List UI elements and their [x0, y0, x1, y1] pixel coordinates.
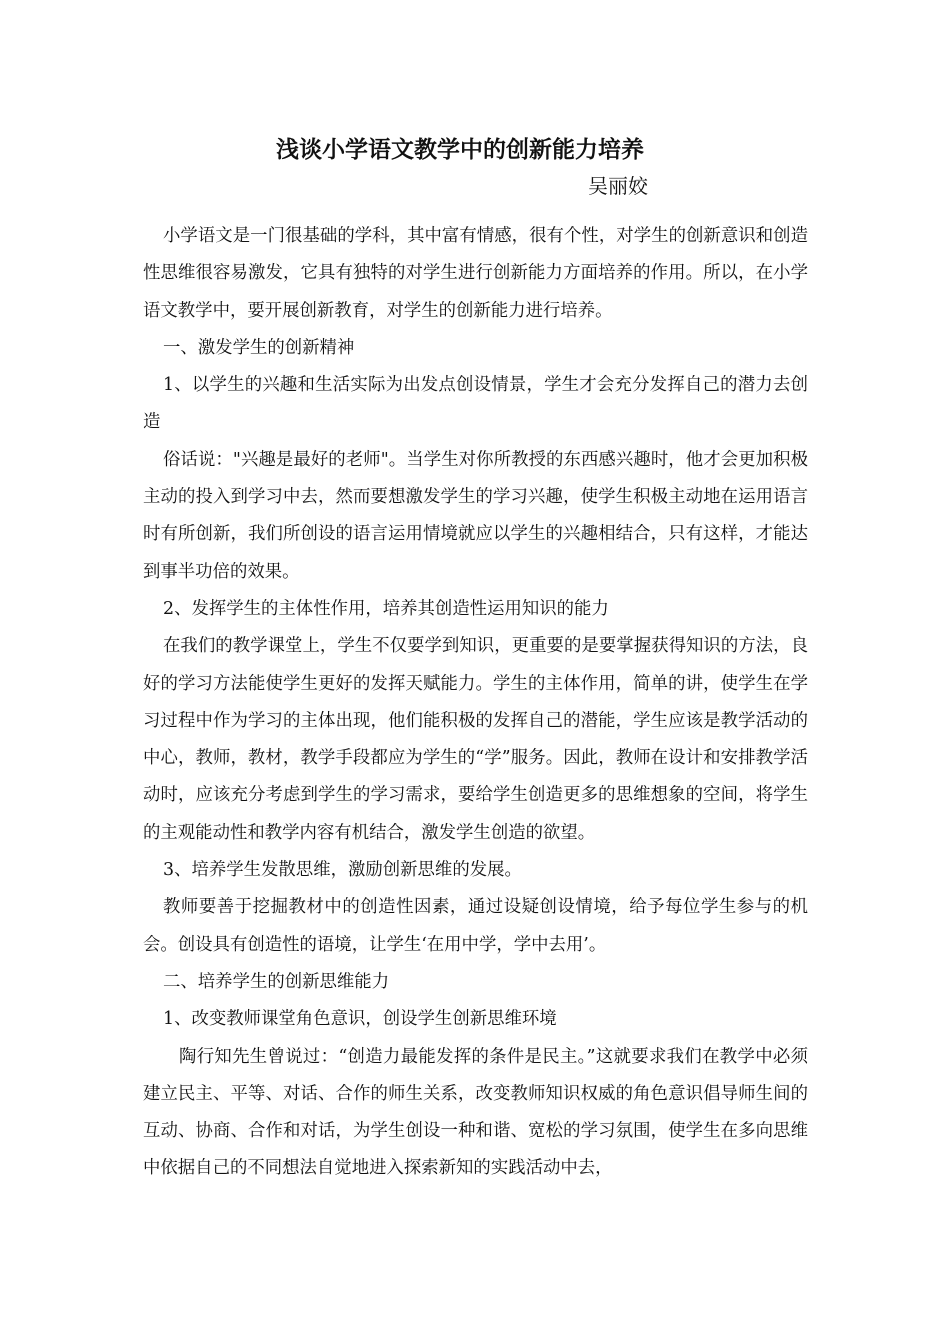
document-title: 浅谈小学语文教学中的创新能力培养: [276, 136, 644, 163]
section-heading-2: 二、培养学生的创新思维能力: [163, 971, 390, 992]
subheading-2-1: 1、改变教师课堂角色意识，创设学生创新思维环境: [163, 1009, 557, 1030]
paragraph-democracy: 陶行知先生曾说过：“创造力最能发挥的条件是民主。”这就要求我们在教学中必须建立民主、平等、对话、合作的师生关系，改变教师知识权威的角色意识倡导师生间的互动、协商、合作和对话，为学生创设一种和谐、宽松的学习氛围，使学生在多向思维中依据自己的不同想法自觉地进入探索新知的实践活动中去，: [143, 1046, 808, 1179]
document-body: [143, 218, 808, 1188]
subheading-1-2: 2、发挥学生的主体性作用，培养其创造性运用知识的能力: [163, 598, 609, 619]
document-author: 吴丽姣: [588, 174, 648, 198]
paragraph-divergent: 教师要善于挖掘教材中的创造性因素，通过设疑创设情境，给予每位学生参与的机会。创设具有创造性的语境，让学生‘在用中学，学中去用’。: [143, 897, 808, 955]
paragraph-intro: 小学语文是一门很基础的学科，其中富有情感，很有个性，对学生的创新意识和创造性思维很容易激发，它具有独特的对学生进行创新能力方面培养的作用。所以，在小学语文教学中，要开展创新教育，对学生的创新能力进行培养。: [143, 226, 808, 321]
subheading-1-1: 1、以学生的兴趣和生活实际为出发点创设情景，学生才会充分发挥自己的潜力去创造: [143, 375, 808, 433]
section-heading-1: 一、激发学生的创新精神: [163, 337, 355, 358]
paragraph-interest: 俗话说："兴趣是最好的老师"。当学生对你所教授的东西感兴趣时，他才会更加积极主动的投入到学习中去，然而要想激发学生的学习兴趣，使学生积极主动地在运用语言时有所创新，我们所创设的语言运用情境就应以学生的兴趣相结合，只有这样，才能达到事半功倍的效果。: [143, 449, 808, 582]
subheading-1-3: 3、培养学生发散思维，激励创新思维的发展。: [163, 860, 522, 881]
paragraph-subject-role: 在我们的教学课堂上，学生不仅要学到知识，更重要的是要掌握获得知识的方法，良好的学习方法能使学生更好的发挥天赋能力。学生的主体作用，简单的讲，使学生在学习过程中作为学习的主体出现，他们能积极的发挥自己的潜能，学生应该是教学活动的中心，教师，教材，教学手段都应为学生的“学”服务。因此，教师在设计和安排教学活动时，应该充分考虑到学生的学习需求，要给学生创造更多的思维想象的空间，将学生的主观能动性和教学内容有机结合，激发学生创造的欲望。: [143, 636, 808, 843]
